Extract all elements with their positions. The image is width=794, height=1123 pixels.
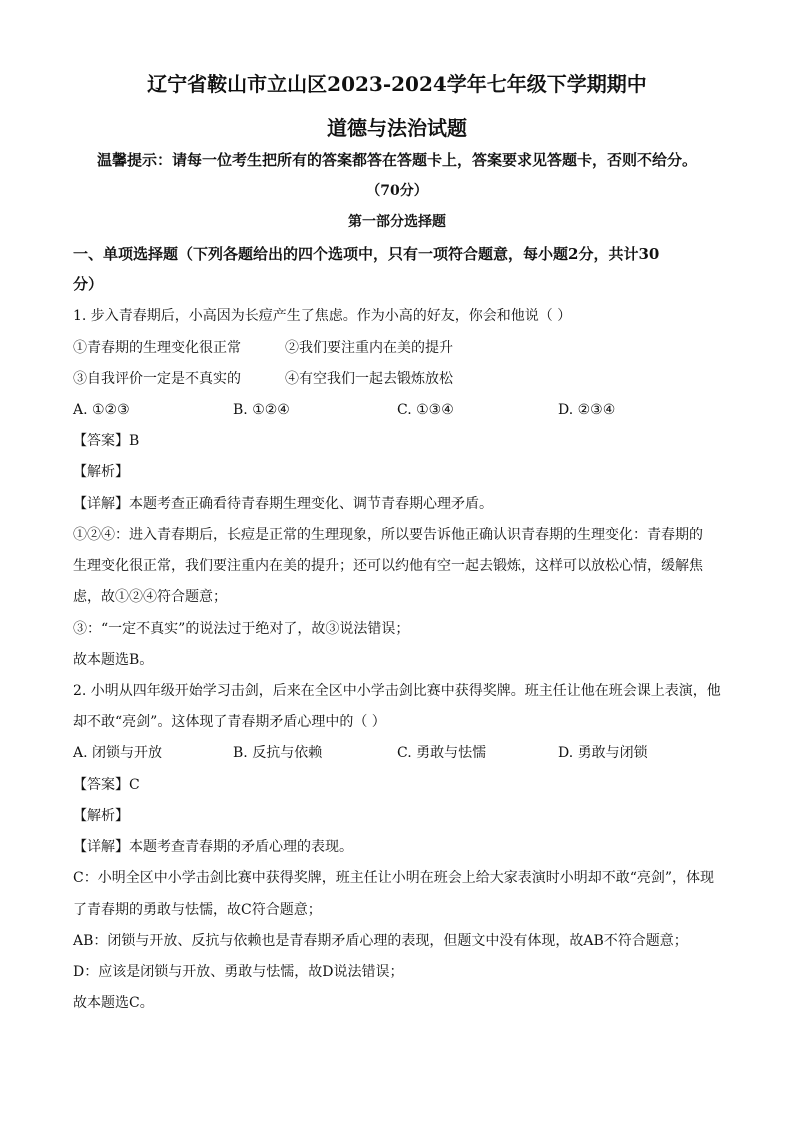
q1-option-b: B. ①②④ xyxy=(233,402,290,418)
reminder-text: 温馨提示：请每一位考生把所有的答案都答在答题卡上，答案要求见答题卡，否则不给分。 xyxy=(96,151,697,169)
q2-explanation-line3: AB：闭锁与开放、反抗与依赖也是青春期矛盾心理的表现，但题文中没有体现，故AB不符合题意； xyxy=(73,933,688,949)
q1-item-2: ②我们要注重内在美的提升 xyxy=(285,340,453,356)
q2-stem-line2: 却不敢“亮剑”。这体现了青春期矛盾心理中的（ ） xyxy=(73,714,386,730)
q2-option-c: C. 勇敢与怯懦 xyxy=(397,745,487,761)
q2-explanation-line1: C：小明全区中小学击剑比赛中获得奖牌，班主任让小明在班会上给大家表演时小明却不敢“亮剑”，体现 xyxy=(73,870,715,886)
q1-detail: 【详解】本题考查正确看待青春期生理变化、调节青春期心理矛盾。 xyxy=(73,496,493,512)
q2-explanation-line2: 了青春期的勇敢与怯懦，故C符合题意； xyxy=(73,902,322,918)
q1-explanation-line1: ①②④：进入青春期后，长痘是正常的生理现象，所以要告诉他正确认识青春期的生理变化：青春期的 xyxy=(73,527,703,543)
q1-option-d: D. ②③④ xyxy=(558,402,616,418)
q1-answer: 【答案】B xyxy=(73,433,140,449)
exam-title-line1: 辽宁省鞍山市立山区2023-2024学年七年级下学期期中 xyxy=(147,72,647,96)
exam-title-line2: 道德与法治试题 xyxy=(327,116,467,140)
q2-option-b: B. 反抗与依赖 xyxy=(233,745,323,761)
q2-analysis-label: 【解析】 xyxy=(73,808,129,824)
q1-option-a: A. ①②③ xyxy=(73,402,130,418)
total-score: （70分） xyxy=(366,183,428,199)
q1-item-3: ③自我评价一定是不真实的 xyxy=(73,371,241,387)
q1-item-1: ①青春期的生理变化很正常 xyxy=(73,340,241,356)
q1-option-c: C. ①③④ xyxy=(397,402,454,418)
q2-option-a: A. 闭锁与开放 xyxy=(73,745,163,761)
part-heading: 第一部分选择题 xyxy=(348,214,446,230)
section-heading-line1: 一、单项选择题（下列各题给出的四个选项中，只有一项符合题意，每小题2分，共计30 xyxy=(73,245,660,263)
q1-item-4: ④有空我们一起去锻炼放松 xyxy=(285,371,453,387)
q2-answer: 【答案】C xyxy=(73,777,140,793)
q1-explanation-line4: ③：“一定不真实”的说法过于绝对了，故③说法错误； xyxy=(73,621,410,637)
section-heading-line2: 分） xyxy=(73,275,104,293)
q2-option-d: D. 勇敢与闭锁 xyxy=(558,745,648,761)
q1-explanation-line2: 生理变化很正常，我们要注重内在美的提升；还可以约他有空一起去锻炼，这样可以放松心情，缓解焦 xyxy=(73,558,703,574)
q1-conclusion: 故本题选B。 xyxy=(73,652,154,668)
q2-conclusion: 故本题选C。 xyxy=(73,995,154,1011)
q1-stem: 1. 步入青春期后，小高因为长痘产生了焦虑。作为小高的好友，你会和他说（ ） xyxy=(73,308,572,324)
q2-explanation-line4: D：应该是闭锁与开放、勇敢与怯懦，故D说法错误； xyxy=(73,964,404,980)
q2-stem-line1: 2. 小明从四年级开始学习击剑，后来在全区中小学击剑比赛中获得奖牌。班主任让他在班会课上表演，他 xyxy=(73,683,721,699)
q1-analysis-label: 【解析】 xyxy=(73,464,129,480)
q2-detail: 【详解】本题考查青春期的矛盾心理的表现。 xyxy=(73,839,353,855)
q1-explanation-line3: 虑，故①②④符合题意； xyxy=(73,589,227,605)
